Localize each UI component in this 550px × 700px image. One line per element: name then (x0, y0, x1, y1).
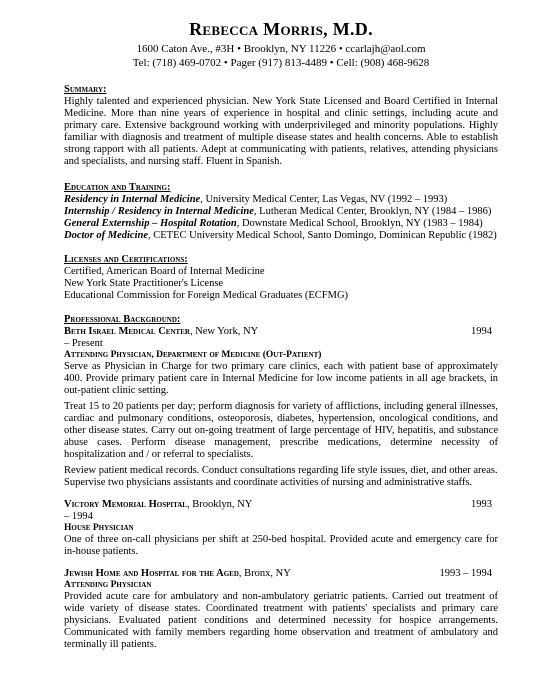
education-title: Internship / Residency in Internal Medicine (64, 206, 254, 217)
job-role: Attending Physician, Department of Medicine (Out-Patient) (64, 350, 322, 360)
education-detail: , University Medical Center, Las Vegas, NV (1992 – 1993) (200, 194, 448, 205)
education-title: General Externship – Hospital Rotation (64, 218, 237, 229)
employer-name: Victory Memorial Hospital (64, 499, 187, 510)
education-item (64, 194, 498, 206)
resume-name: Rebecca Morris, M.D. (189, 19, 373, 39)
summary-section (64, 84, 498, 168)
job-dates-continued: – Present (64, 338, 103, 349)
job-entry (64, 326, 498, 489)
background-heading: Professional Background: (64, 314, 181, 325)
job-role: Attending Physician (64, 580, 152, 590)
resume-page (64, 18, 498, 651)
education-detail: , Lutheran Medical Center, Brooklyn, NY (1984 – 1986) (253, 206, 492, 217)
education-item (64, 218, 498, 230)
job-dates: 1993 (471, 499, 492, 510)
licenses-heading: Licenses and Certifications: (64, 254, 188, 265)
employer-line (64, 499, 498, 511)
summary-text: Highly talented and experienced physician. New York State Licensed and Board Certified in Internal Medicine. More than nine years of experience in hospital and clinic settings, including acute and primary care. Extensive background working with underprivileged and minority populations. Highly familiar with diagnosis and treatment of multiple disease states and health concerns. Able to establish strong rapport with all patients. Adept at communicating with patients, relatives, attending physicians and specialists, and nursing staff. Fluent in Spanish. (64, 96, 498, 167)
job-dates-continued: – 1994 (64, 511, 93, 522)
employer-location: , Bronx, NY (238, 568, 291, 579)
education-item (64, 206, 498, 218)
job-entry (64, 568, 498, 651)
job-paragraph: Supervise two physicians assistants and coordinate activities of nursing and administrative staffs. (64, 477, 473, 488)
license-item: Certified, American Board of Internal Medicine (64, 266, 265, 277)
job-paragraph: One of three on-call physicians per shift at 250-bed hospital. Provided acute and emergency care for in-house patients. (64, 534, 498, 557)
employer-location: , Brooklyn, NY (186, 499, 253, 510)
job-paragraph: Review patient medical records. Conduct consultations regarding life style issues, diet, and other areas. (64, 465, 498, 476)
education-heading: Education and Training: (64, 182, 171, 193)
job-paragraph: Serve as Physician in Charge for two primary care clinics, each with patient base of approximately 400. Provide primary patient care in Internal Medicine for low income patients in all age brackets, in out-patient clinic setting. (64, 361, 498, 396)
education-section (64, 182, 498, 242)
job-paragraph: Provided acute care for ambulatory and non-ambulatory geriatric patients. Carried out treatment of wide variety of disease states. Coordinated treatment with patients' specialists and primary care physicians. Evaluated patient conditions and determined necessity for hospice arrangements. Communicated with family members regarding home observation and treatment of ambulatory and terminally ill patients. (64, 591, 498, 650)
summary-heading: Summary: (64, 84, 107, 95)
education-item (64, 230, 498, 242)
contact-phones: Tel: (718) 469-0702 • Pager (917) 813-4489 • Cell: (908) 468-9628 (132, 57, 430, 69)
licenses-section (64, 254, 498, 302)
job-dates: 1993 – 1994 (439, 568, 492, 579)
license-item: Educational Commission for Foreign Medical Graduates (ECFMG) (64, 290, 349, 301)
license-item: New York State Practitioner's License (64, 278, 224, 289)
job-dates: 1994 (471, 326, 492, 337)
job-entry (64, 499, 498, 558)
job-paragraph: Treat 15 to 20 patients per day; perform diagnosis for variety of afflictions, including general illnesses, cardiac and pulmonary conditions, osteoporosis, diabetes, hypertension, oncological conditions, and other disease states. Carry out on-going treatment of large percentage of HIV, hepatitis, and substance abuse cases. Perform disease management, prescribe medications, determine necessity of hospitalization and / or referral to specialists. (64, 401, 498, 460)
job-role: House Physician (64, 523, 134, 533)
education-detail: , Downstate Medical School, Brooklyn, NY (1983 – 1984) (236, 218, 483, 229)
contact-address: 1600 Caton Ave., #3H • Brooklyn, NY 11226 • ccarlajh@aol.com (136, 43, 426, 55)
employer-line (64, 568, 498, 580)
employer-line (64, 326, 498, 338)
employer-name: Jewish Home and Hospital for the Aged (64, 568, 239, 579)
background-section (64, 314, 498, 651)
education-title: Residency in Internal Medicine (64, 194, 201, 205)
employer-name: Beth Israel Medical Center (64, 326, 190, 337)
employer-location: , New York, NY (189, 326, 259, 337)
education-title: Doctor of Medicine (64, 230, 148, 241)
education-detail: , CETEC University Medical School, Santo Domingo, Dominican Republic (1982) (148, 230, 497, 241)
